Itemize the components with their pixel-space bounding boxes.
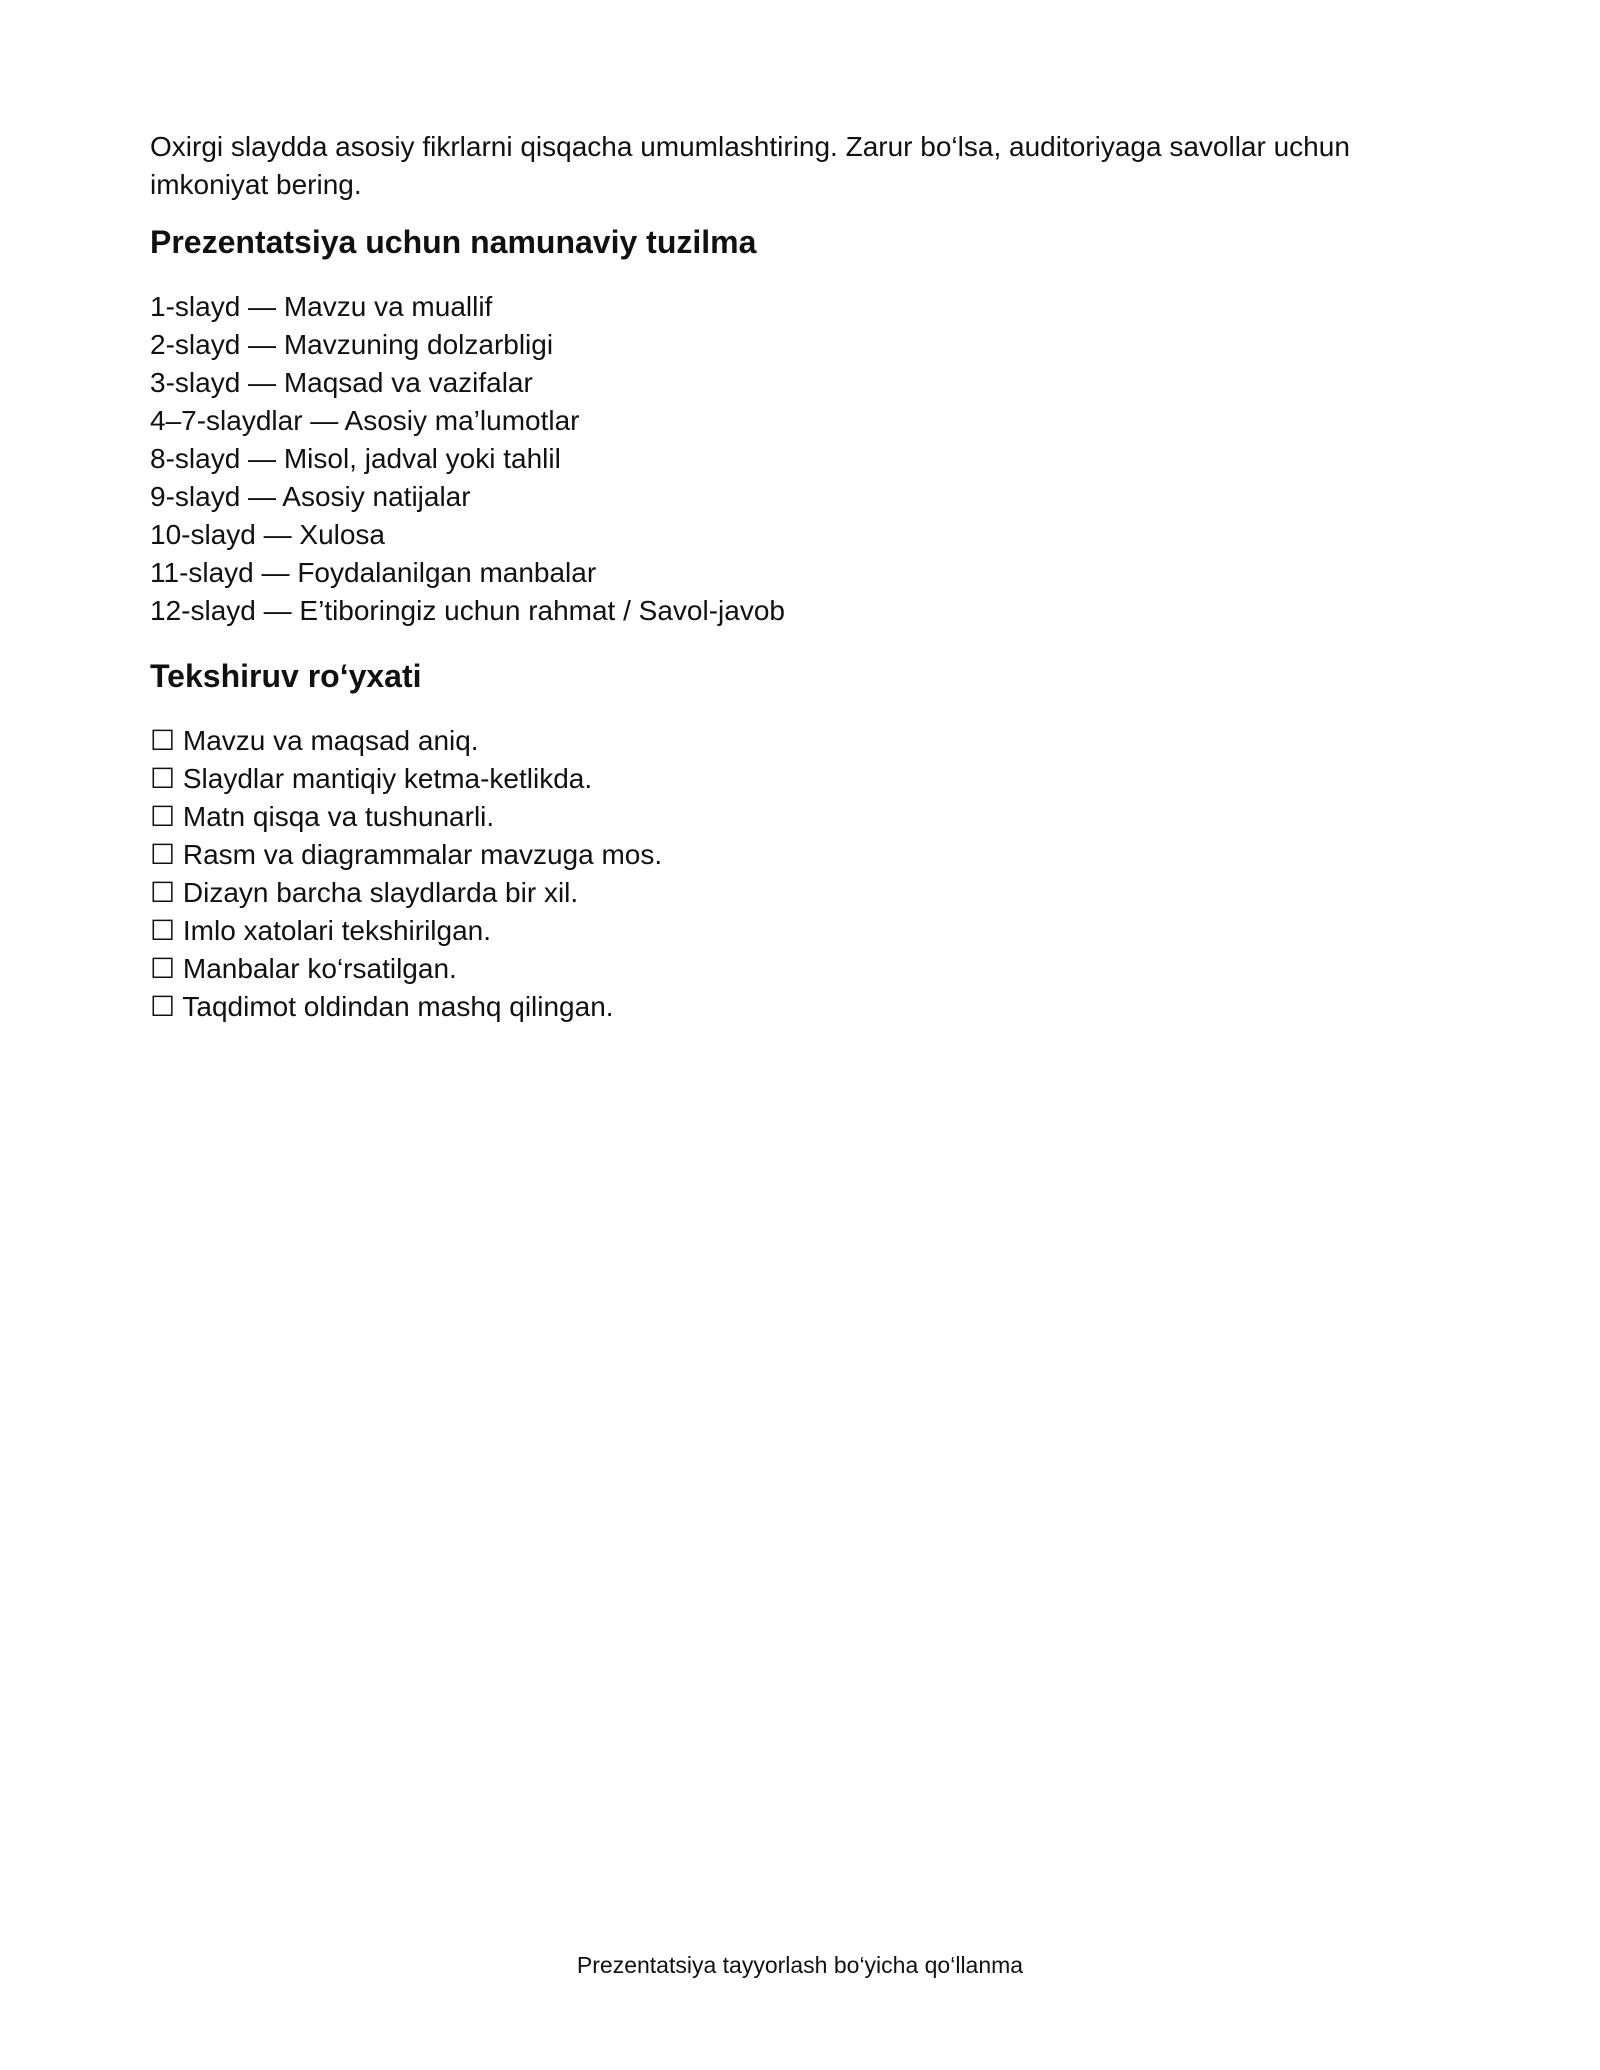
document-page bbox=[150, 128, 1450, 1026]
structure-item: 9-slayd — Asosiy natijalar bbox=[150, 481, 471, 512]
checklist-heading: Tekshiruv ro‘yxati bbox=[150, 658, 422, 694]
structure-list bbox=[150, 288, 1450, 630]
page-footer: Prezentatsiya tayyorlash bo‘yicha qo‘llanma bbox=[576, 1952, 1024, 1978]
structure-item: 2-slayd — Mavzuning dolzarbligi bbox=[150, 329, 554, 360]
checklist-item: ☐ Dizayn barcha slaydlarda bir xil. bbox=[150, 877, 579, 908]
checklist-list bbox=[150, 722, 1450, 1026]
structure-heading: Prezentatsiya uchun namunaviy tuzilma bbox=[150, 224, 757, 260]
checklist-item: ☐ Manbalar ko‘rsatilgan. bbox=[150, 953, 457, 984]
checklist-item: ☐ Imlo xatolari tekshirilgan. bbox=[150, 915, 492, 946]
structure-item: 10-slayd — Xulosa bbox=[150, 519, 386, 550]
checklist-item: ☐ Taqdimot oldindan mashq qilingan. bbox=[150, 991, 614, 1022]
structure-item: 12-slayd — E’tiboringiz uchun rahmat / Savol-javob bbox=[150, 595, 785, 626]
structure-item: 3-slayd — Maqsad va vazifalar bbox=[150, 367, 533, 398]
checklist-item: ☐ Slaydlar mantiqiy ketma-ketlikda. bbox=[150, 763, 593, 794]
intro-paragraph: Oxirgi slaydda asosiy fikrlarni qisqacha umumlashtiring. Zarur bo‘lsa, auditoriyaga savollar uchun imkoniyat bering. bbox=[150, 131, 1350, 200]
structure-item: 1-slayd — Mavzu va muallif bbox=[150, 291, 493, 322]
structure-item: 8-slayd — Misol, jadval yoki tahlil bbox=[150, 443, 561, 474]
structure-item: 4–7-slaydlar — Asosiy ma’lumotlar bbox=[150, 405, 580, 436]
checklist-item: ☐ Matn qisqa va tushunarli. bbox=[150, 801, 495, 832]
checklist-item: ☐ Mavzu va maqsad aniq. bbox=[150, 725, 479, 756]
checklist-item: ☐ Rasm va diagrammalar mavzuga mos. bbox=[150, 839, 663, 870]
structure-item: 11-slayd — Foydalanilgan manbalar bbox=[150, 557, 597, 588]
